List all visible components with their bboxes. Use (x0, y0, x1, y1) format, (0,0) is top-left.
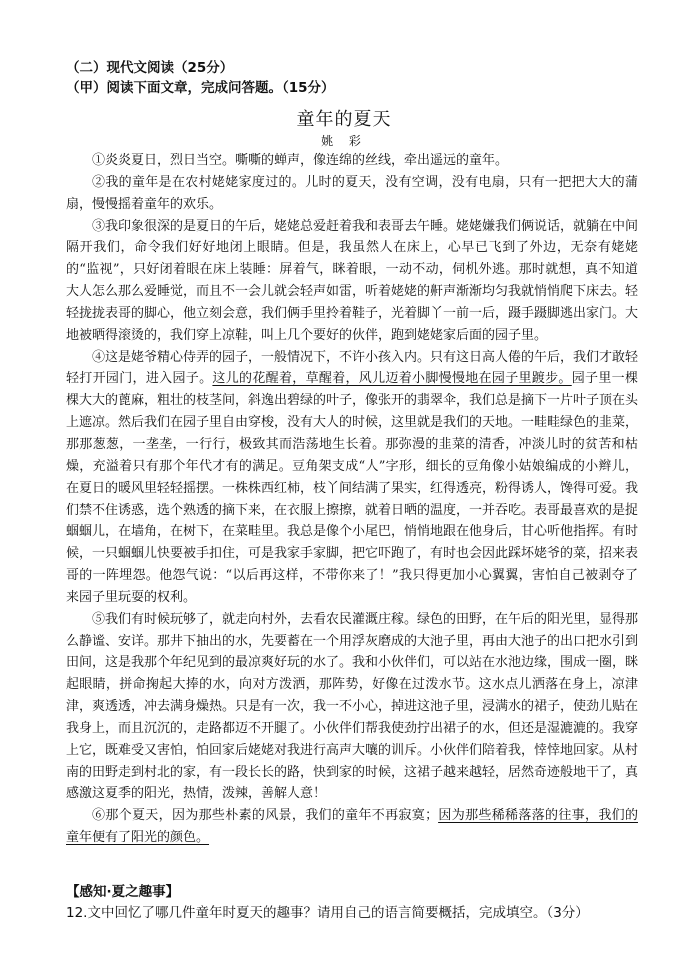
paragraph-4 (66, 347, 638, 609)
reading-instruction: （甲）阅读下面文章，完成问答题。（15分） (66, 80, 335, 96)
article-author: 姚 彩 (321, 134, 367, 148)
section-heading: （二）现代文阅读（25分） (66, 60, 234, 76)
question-section-label: 【感知·夏之趣事】 (66, 884, 180, 900)
question-12: 12.文中回忆了哪几件童年时夏天的趣事？请用自己的语言简要概括，完成填空。（3分） (66, 905, 589, 921)
underlined-ending-sentence: 因为那些稀稀落落的往事，我们的童年便有了阳光的颜色。 (66, 808, 638, 846)
article-title: 童年的夏天 (296, 109, 392, 130)
paragraph-2: ②我的童年是在农村姥姥家度过的。儿时的夏天，没有空调，没有电扇，只有一把把大大的蒲扇，慢慢摇着童年的欢乐。 (66, 174, 638, 212)
paragraph-6-start: ⑥那个夏天，因为那些朴素的风景，我们的童年不再寂寞； (92, 808, 439, 824)
paragraph-4-start: ④这是姥爷精心侍弄的园子，一般情况下，不许小孩入内。只有这日高人倦的午后，我们才敢轻轻打开园门，进入园子。 (66, 349, 639, 387)
paragraph-3: ③我印象很深的是夏日的午后，姥姥总爱赶着我和表哥去午睡。姥姥嫌我们俩说话，就躺在中间隔开我们，命令我们好好地闭上眼睛。但是，我虽然人在床上，心早已飞到了外边，无奈有姥姥的“监视”，只好闭着眼在床上装睡：屏着气，眯着眼，一动不动，伺机外逃。那时就想，真不知道大人怎么那么爱睡觉，而且不一会儿就会轻声如雷，听着姥姥的鼾声渐渐均匀我就悄悄爬下床去。轻轻拢拢表哥的脚心，他立刻会意，我们俩手里拎着鞋子，光着脚丫一前一后，蹑手蹑脚逃出家门。大地被晒得滚烫的，我们穿上凉鞋，叫上几个要好的伙伴，跑到姥姥家后面的园子里。 (66, 218, 639, 343)
paragraph-5: ⑤我们有时候玩够了，就走向村外，去看农民灌溉庄稼。绿色的田野，在午后的阳光里，显得那么静谧、安详。那井下抽出的水，先要蓄在一个用浮灰磨成的大池子里，再由大池子的出口把水引到田间，这是我那个年纪见到的最凉爽好玩的水了。我和小伙伴们，可以站在水池边缘，围成一圈，眯起眼睛，拼命掬起大捧的水，向对方泼洒，那阵势，好像在过泼水节。这水点儿洒落在身上，凉津津，爽透透，冲去满身燥热。只是有一次，我一不小心，掉进这池子里，浸满水的裙子，使劲儿贴在我身上，而且沉沉的，走路都迈不开腿了。小伙伴们帮我使劲拧出裙子的水，但还是湿漉漉的。我穿上它，既难受又害怕，怕回家后姥姥对我进行高声大嚷的训斥。小伙伴们陪着我，悻悻地回家。从村南的田野走到村北的家，有一段长长的路，快到家的时候，这裙子越来越轻，居然奇迹般地干了，真感激这夏季的阳光，热情，泼辣，善解人意！ (66, 611, 639, 802)
underlined-sentence: 这儿的花醒着，草醒着，风儿迈着小脚慢慢地在园子里踱步。 (212, 371, 572, 387)
paragraph-6 (66, 805, 638, 849)
paragraph-4-rest: 园子里一棵棵大大的蓖麻，粗壮的枝茎间，斜逸出碧绿的叶子，像张开的翡翠伞，我们总是摘下一片叶子顶在头上遮凉。然后我们在园子里自由穿梭，没有大人的时候，这里就是我们的天地。一畦畦绿色的韭菜，那那葱葱，一垄垄，一行行，极致其而浩荡地生长着。那弥漫的韭菜的清香，冲淡儿时的贫苦和枯燥，充溢着只有那个年代才有的满足。豆角架支成“人”字形，细长的豆角像小姑娘编成的小辫儿，在夏日的暖风里轻轻摇摆。一株株西红柿，枝丫间结满了果实，红得透亮，粉得诱人，馋得可爱。我们禁不住诱惑，选个熟透的摘下来，在衣服上擦擦，就着日晒的温度，一并吞吃。表哥最喜欢的是捉蝈蝈儿，在墙角，在树下，在菜畦里。我总是像个小尾巴，悄悄地跟在他身后，甘心听他指挥。有时候，一只蝈蝈儿快要被手扣住，可是我家手家脚，把它吓跑了，有时也会因此踩坏姥爷的菜，招来表哥的一阵埋怨。他怨气说：“以后再这样，不带你来了！”我只得更加小心翼翼，害怕自己被剥夺了来园子里玩耍的权利。 (66, 371, 639, 605)
article-body (66, 150, 638, 849)
paragraph-1: ①炎炎夏日，烈日当空。嘶嘶的蝉声，像连绵的丝线，牵出遥远的童年。 (92, 153, 509, 168)
